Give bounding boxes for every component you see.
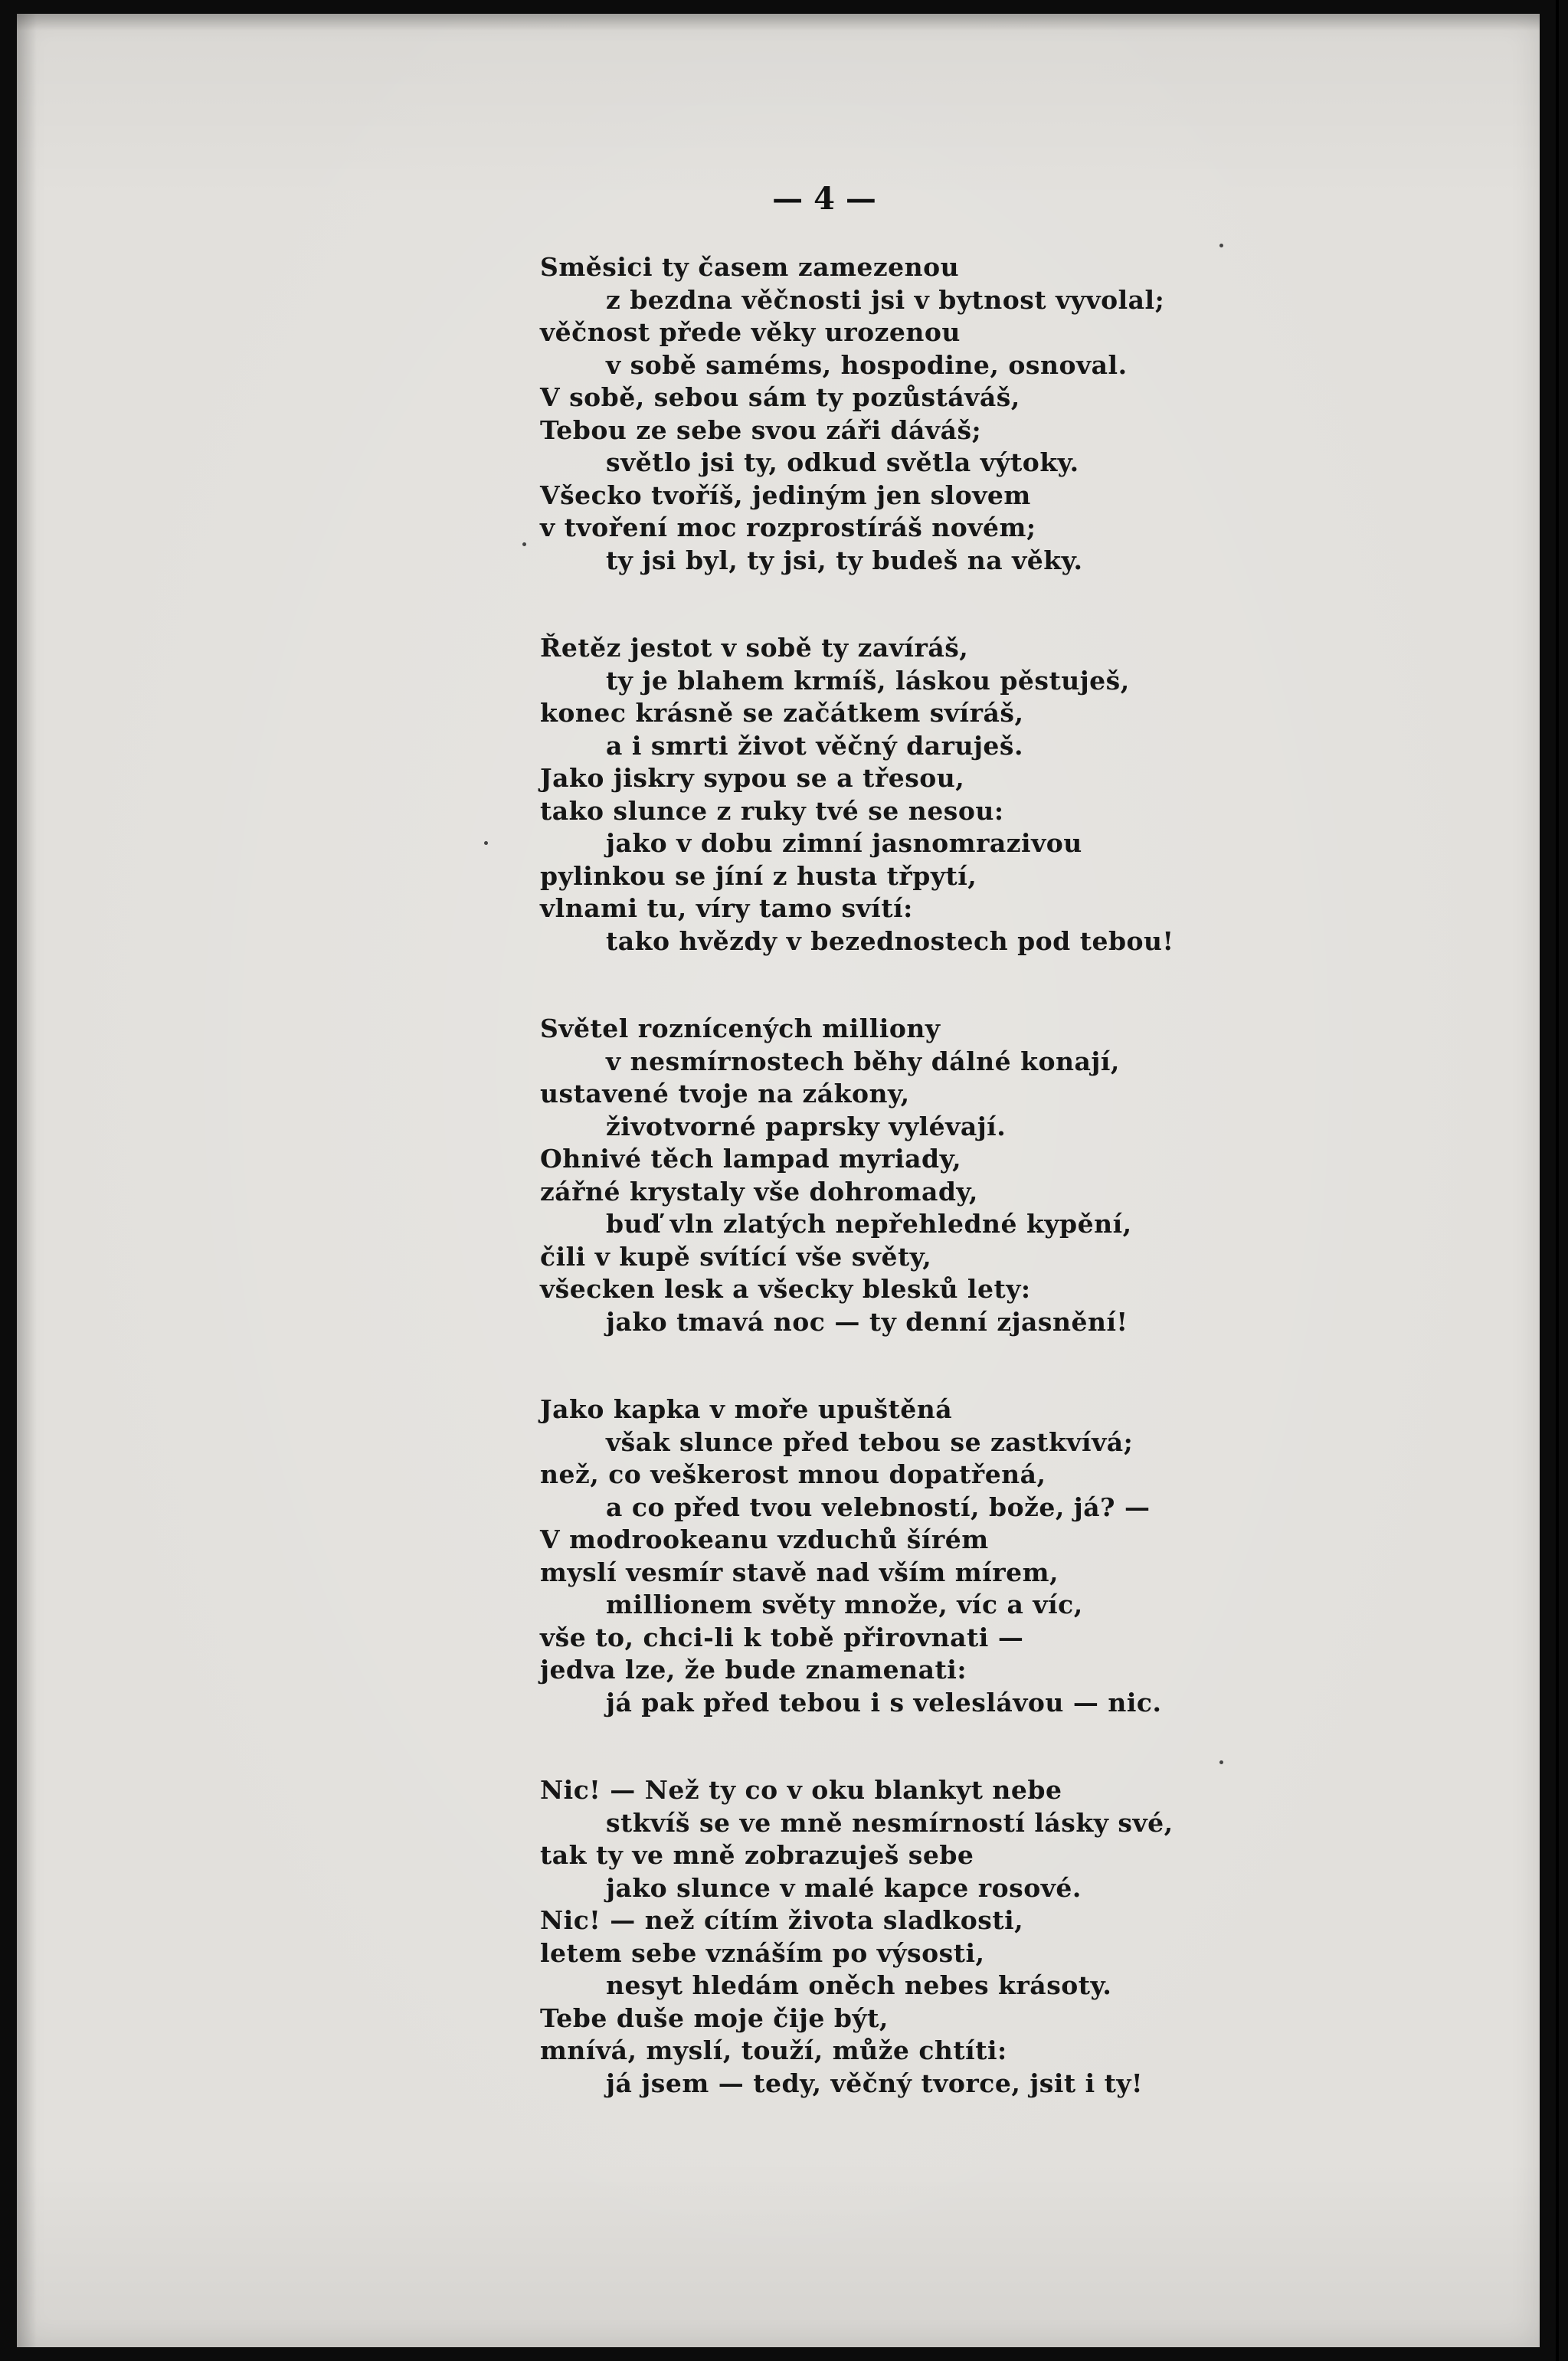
print-speck	[522, 542, 526, 546]
poem-line: tako slunce z ruky tvé se nesou:	[540, 795, 1004, 826]
poem-line: millionem světy množe, víc a víc,	[606, 1590, 1083, 1619]
stanza	[540, 1013, 1536, 1338]
poem-line: jedva lze, že bude znamenati:	[540, 1655, 967, 1685]
page-top-shadow	[17, 14, 1540, 31]
stanza	[540, 1774, 1536, 2100]
poem-line: letem sebe vznáším po výsosti,	[540, 1937, 985, 1968]
poem-line: konec krásně se začátkem svíráš,	[540, 698, 1024, 728]
poem-line: vše to, chci-li k tobě přirovnati —	[540, 1622, 1024, 1652]
poem-line: Ohnivé těch lampad myriady,	[540, 1144, 962, 1174]
poem-line: myslí vesmír stavě nad vším mírem,	[540, 1557, 1059, 1587]
poem-line: Řetěz jestot v sobě ty zavíráš,	[540, 633, 969, 663]
poem-line: stkvíš se ve mně nesmírností lásky své,	[606, 1807, 1174, 1838]
poem-line: vlnami tu, víry tamo svítí:	[540, 893, 913, 923]
poem-line: já jsem — tedy, věčný tvorce, jsit i ty!	[606, 2068, 1144, 2098]
scan-border	[1556, 0, 1559, 2361]
stanza	[540, 632, 1536, 958]
poem-line: Jako jiskry sypou se a třesou,	[540, 763, 965, 793]
poem-line: Jako kapka v moře upuštěná	[540, 1394, 953, 1424]
poem-line: Tebe duše moje čije být,	[540, 2002, 889, 2033]
poem-line: v nesmírnostech běhy dálné konají,	[606, 1046, 1120, 1076]
poem-line: buď vln zlatých nepřehledné kypění,	[606, 1209, 1132, 1239]
poem-line: ustavené tvoje na zákony,	[540, 1079, 910, 1108]
poem-line: věčnost přede věky urozenou	[540, 317, 961, 347]
poem-line: Tebou ze sebe svou záři dáváš;	[540, 414, 982, 445]
print-speck	[484, 841, 488, 845]
stanza	[540, 251, 1536, 577]
poem-line: jako v dobu zimní jasnomrazivou	[606, 828, 1082, 858]
poem-line: V sobě, sebou sám ty pozůstáváš,	[540, 382, 1020, 412]
poem-line: Světel roznícených milliony	[540, 1013, 941, 1043]
poem-line: pylinkou se jíní z husta třpytí,	[540, 860, 977, 891]
poem-line: než, co veškerost mnou dopatřená,	[540, 1459, 1046, 1489]
poem-text	[540, 251, 1536, 2155]
poem-line: zářné krystaly vše dohromady,	[540, 1176, 978, 1207]
poem-line: životvorné paprsky vylévají.	[606, 1111, 1007, 1141]
poem-line: a i smrti život věčný daruješ.	[606, 730, 1023, 761]
poem-line: a co před tvou velebností, bože, já? —	[606, 1492, 1151, 1522]
poem-line: jako slunce v malé kapce rosové.	[606, 1872, 1082, 1903]
poem-line: Všecko tvoříš, jediným jen slovem	[540, 480, 1031, 510]
poem-line: v tvoření moc rozprostíráš novém;	[540, 512, 1036, 542]
poem-line: nesyt hledám oněch nebes krásoty.	[606, 1970, 1112, 2000]
book-page	[17, 14, 1540, 2347]
page-number: — 4 —	[772, 181, 876, 217]
poem-line: světlo jsi ty, odkud světla výtoky.	[606, 447, 1079, 477]
print-speck	[1219, 244, 1223, 247]
poem-line: ty je blahem krmíš, láskou pěstuješ,	[606, 665, 1130, 696]
poem-line: jako tmavá noc — ty denní zjasnění!	[606, 1306, 1128, 1337]
poem-line: čili v kupě svítící vše světy,	[540, 1241, 932, 1272]
poem-line: tako hvězdy v bezednostech pod tebou!	[606, 925, 1174, 956]
poem-line: ty jsi byl, ty jsi, ty budeš na věky.	[606, 545, 1083, 575]
print-speck	[1219, 1760, 1223, 1764]
poem-line: já pak před tebou i s veleslávou — nic.	[606, 1687, 1162, 1718]
stanza	[540, 1393, 1536, 1719]
poem-line: mnívá, myslí, touží, může chtíti:	[540, 2035, 1007, 2065]
poem-line: Směsici ty časem zamezenou	[540, 252, 960, 282]
poem-line: V modrookeanu vzduchů šírém	[540, 1524, 989, 1554]
poem-line: z bezdna věčnosti jsi v bytnost vyvolal;	[606, 284, 1165, 315]
poem-line: Nic! — než cítím života sladkosti,	[540, 1905, 1024, 1935]
poem-line: tak ty ve mně zobrazuješ sebe	[540, 1840, 974, 1870]
page-edge-shadow	[17, 14, 37, 2347]
poem-line: v sobě saméms, hospodine, osnoval.	[606, 349, 1128, 380]
poem-line: však slunce před tebou se zastkvívá;	[606, 1426, 1134, 1457]
poem-line: všecken lesk a všecky blesků lety:	[540, 1274, 1031, 1304]
poem-line: Nic! — Než ty co v oku blankyt nebe	[540, 1775, 1062, 1805]
